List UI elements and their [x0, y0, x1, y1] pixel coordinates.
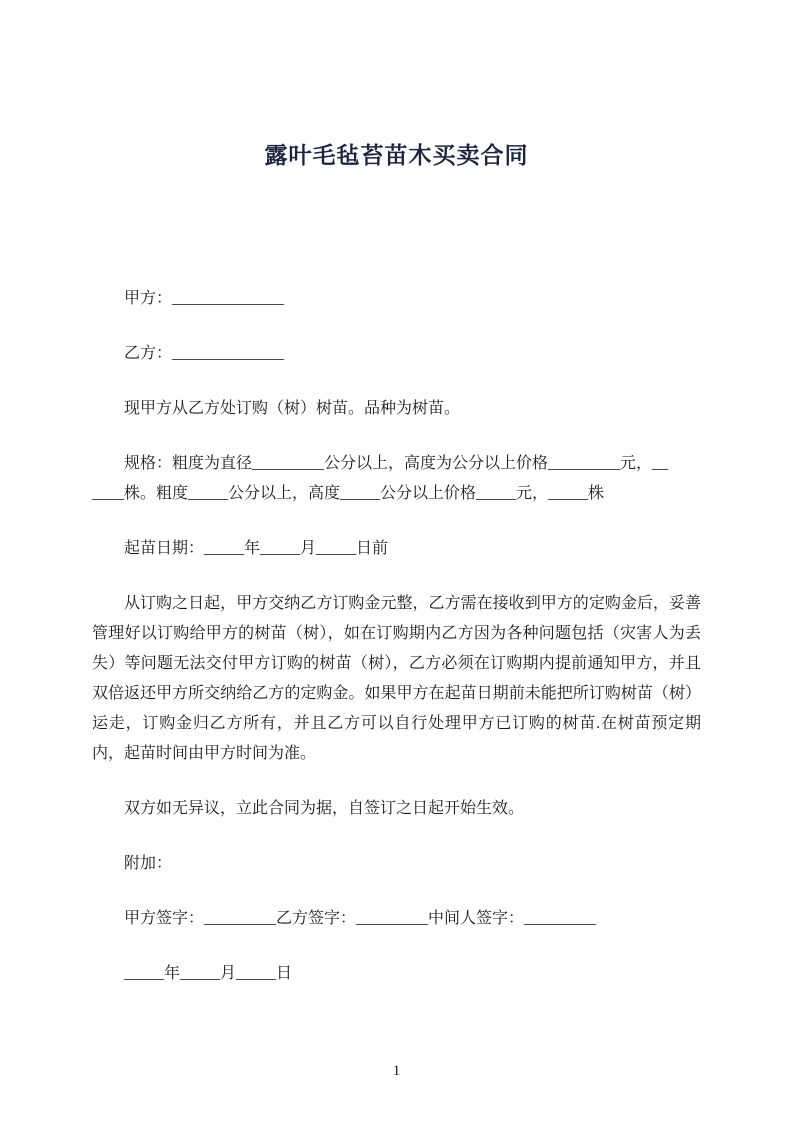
spec-paragraph — [92, 449, 701, 509]
dig-date-line: 起苗日期：_____年_____月_____日前 — [124, 540, 389, 557]
document-title: 露叶毛毡苔苗木买卖合同 — [264, 143, 529, 168]
page-number: 1 — [392, 1063, 401, 1079]
date-line: _____年_____月_____日 — [124, 965, 293, 982]
spec-line-2: ____株。粗度_____公分以上，高度_____公分以上价格_____元，_____株 — [92, 485, 605, 502]
party-b-line: 乙方：______________ — [124, 345, 285, 362]
appendix-line: 附加： — [124, 855, 173, 872]
party-a-line: 甲方：______________ — [124, 290, 285, 307]
terms-paragraph: 从订购之日起，甲方交纳乙方订购金元整，乙方需在接收到甲方的定购金后，妥善管理好以订购给甲方的树苗（树），如在订购期内乙方因为各种问题包括（灾害人为丢失）等问题无法交付甲方订购的树苗（树），乙方必须在订购期内提前通知甲方，并且双倍返还甲方所交纳给乙方的定购金。如果甲方在起苗日期前未能把所订购树苗（树）运走，订购金归乙方所有，并且乙方可以自行处理甲方已订购的树苗.在树苗预定期内，起苗时间由甲方时间为准。 — [92, 595, 701, 762]
signature-line: 甲方签字：_________乙方签字：_________中间人签字：_________ — [124, 910, 597, 927]
agreement-line: 双方如无异议，立此合同为据，自签订之日起开始生效。 — [124, 800, 525, 817]
spec-line-1: 规格：粗度为直径_________公分以上，高度为公分以上价格_________元，__ — [124, 455, 669, 472]
order-intro-line: 现甲方从乙方处订购（树）树苗。品种为树苗。 — [124, 400, 461, 417]
